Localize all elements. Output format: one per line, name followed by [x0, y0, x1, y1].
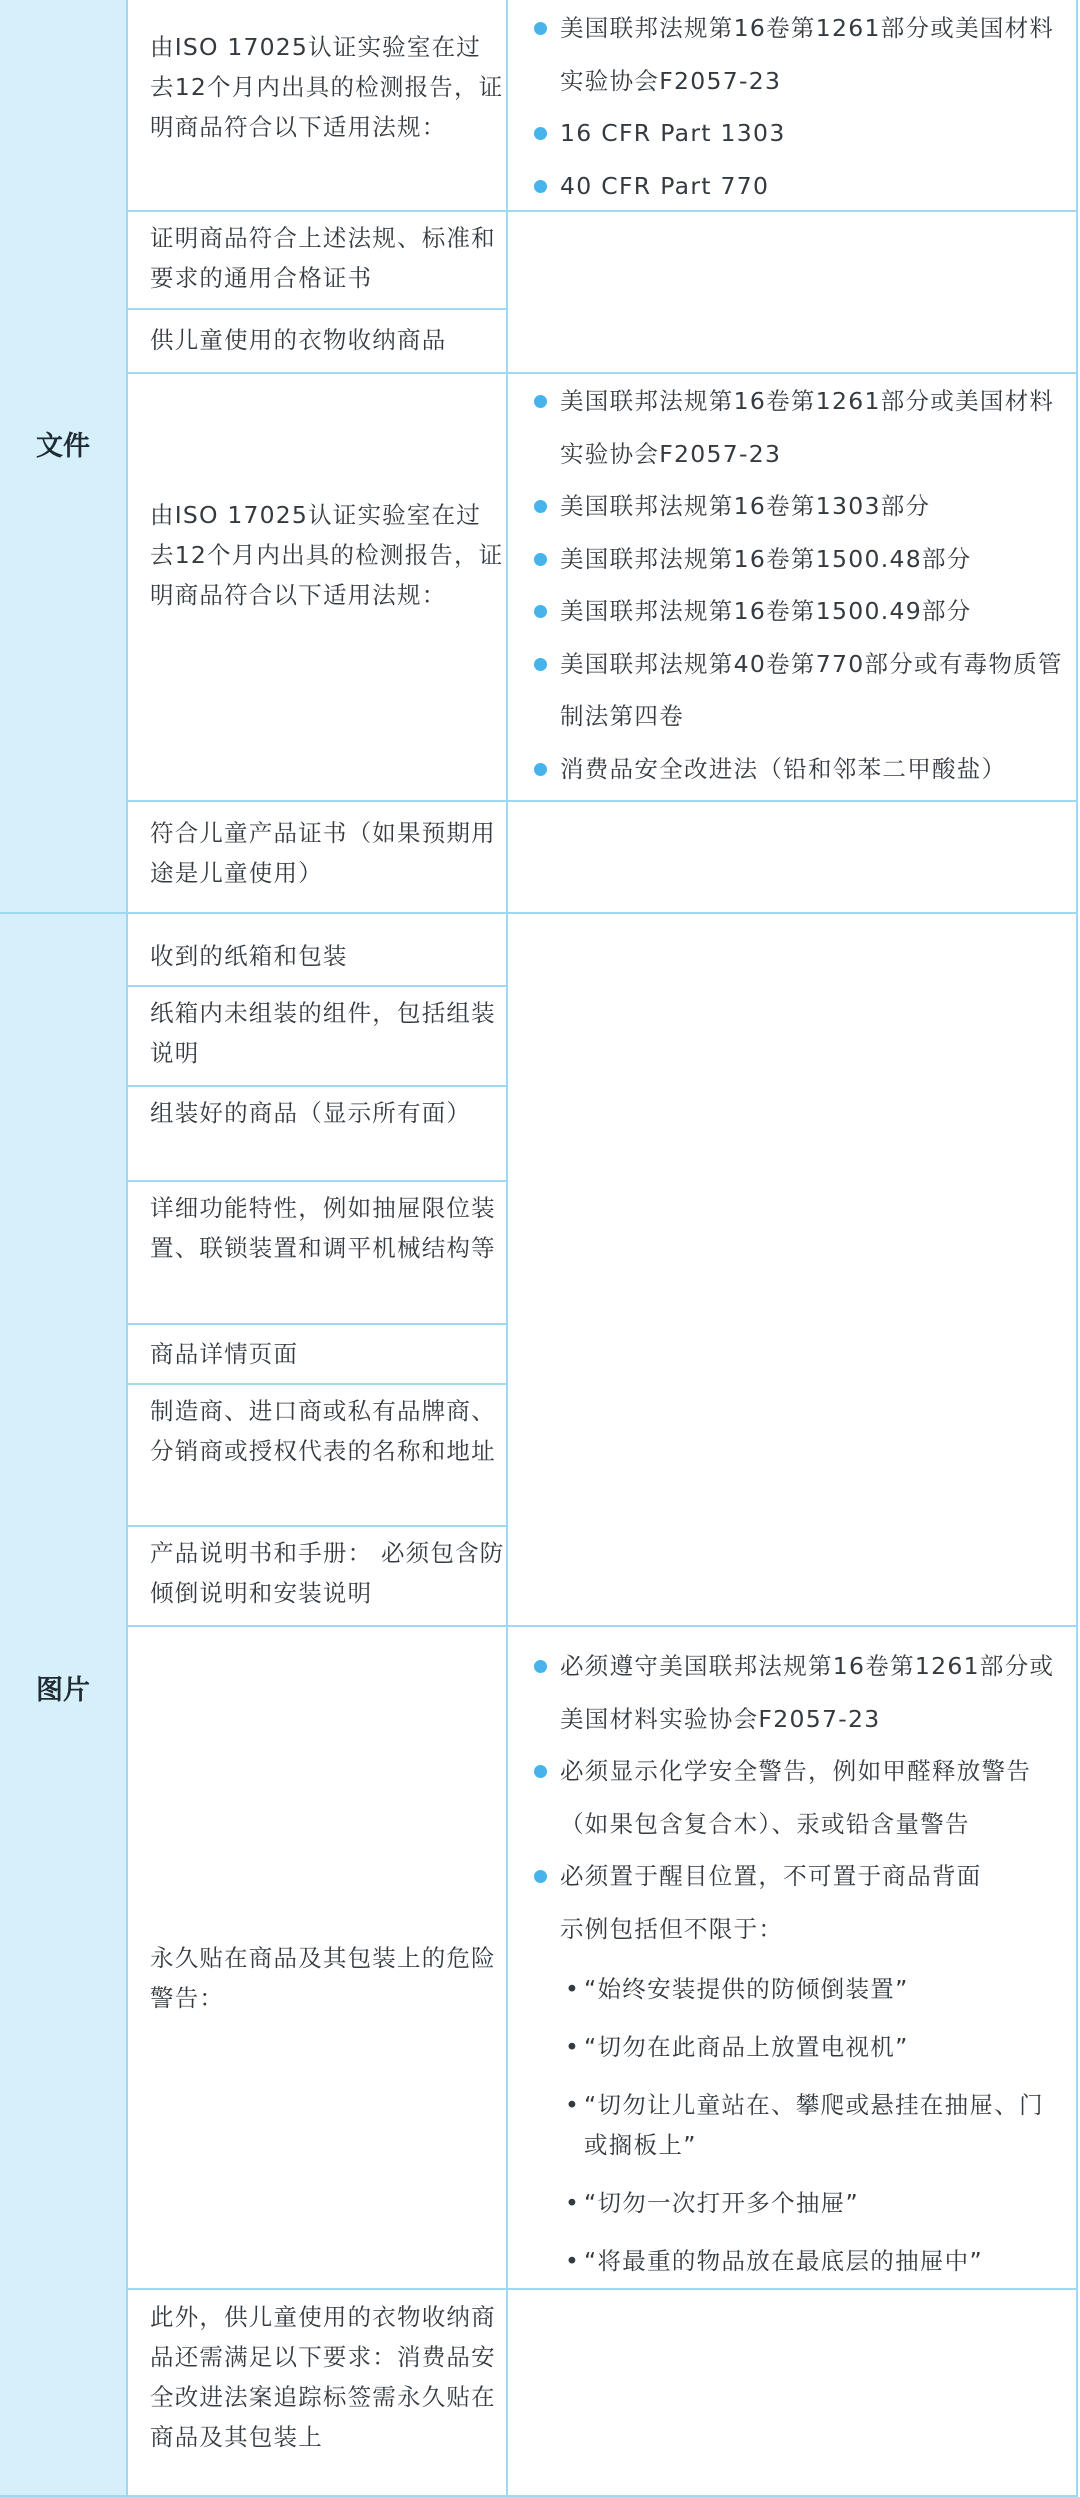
bullet-icon: [534, 500, 547, 513]
examples-intro: 示例包括但不限于：: [560, 1914, 784, 1943]
bullet-icon: [534, 1870, 547, 1883]
example-item: • “切勿一次打开多个抽屉”: [565, 2189, 859, 2217]
example-item: • “切勿在此商品上放置电视机”: [565, 2033, 909, 2061]
row-divider: [126, 308, 507, 310]
image-requirement-detail-page: 商品详情页面: [150, 1340, 299, 1368]
row-divider: [126, 1525, 507, 1527]
hazard-warning-list: [534, 1640, 1064, 1903]
list-item: 必须显示化学安全警告，例如甲醛释放警告（如果包含复合木）、汞或铅含量警告: [534, 1745, 1064, 1850]
image-requirement-features: 详细功能特性，例如抽屉限位装置、联锁装置和调平机械结构等: [150, 1194, 496, 1262]
example-item: • “切勿让儿童站在、攀爬或悬挂在抽屉、门或搁板上”: [565, 2091, 1044, 2159]
list-item: 40 CFR Part 770: [534, 160, 1064, 213]
row-divider: [126, 372, 1078, 374]
row-divider: [126, 1383, 507, 1385]
bullet-icon: [534, 763, 547, 776]
image-requirement-assembled: 组装好的商品（显示所有面）: [150, 1099, 472, 1127]
general-certificate-requirement: 证明商品符合上述法规、标准和要求的通用合格证书: [150, 224, 496, 292]
image-requirement-components: 纸箱内未组装的组件，包括组装说明: [150, 999, 496, 1067]
bullet-icon: [534, 180, 547, 193]
table-right-border: [1076, 0, 1078, 2497]
list-item: 美国联邦法规第16卷第1500.48部分: [534, 533, 1064, 586]
list-item: 必须遵守美国联邦法规第16卷第1261部分或美国材料实验协会F2057-23: [534, 1640, 1064, 1745]
list-item: 必须置于醒目位置，不可置于商品背面: [534, 1850, 1064, 1903]
row-divider: [126, 1085, 507, 1087]
bullet-icon: [534, 395, 547, 408]
list-item: 美国联邦法规第40卷第770部分或有毒物质管制法第四卷: [534, 638, 1064, 743]
children-regulations-list: [534, 375, 1064, 795]
example-item: • “将最重的物品放在最底层的抽屉中”: [565, 2247, 983, 2275]
bullet-icon: [534, 605, 547, 618]
bullet-icon: [534, 553, 547, 566]
hazard-warning-details: [534, 1640, 1064, 2299]
hazard-warning-requirement: 永久贴在商品及其包装上的危险警告：: [150, 1944, 496, 2012]
list-item: 16 CFR Part 1303: [534, 107, 1064, 160]
bullet-icon: [534, 1765, 547, 1778]
examples-list: [534, 1969, 1064, 2281]
children-storage-heading: 供儿童使用的衣物收纳商品: [150, 326, 447, 354]
list-item: 美国联邦法规第16卷第1261部分或美国材料实验协会F2057-23: [534, 375, 1064, 480]
row-divider: [126, 1323, 507, 1325]
section-divider: [0, 912, 1078, 914]
image-requirement-manual: 产品说明书和手册： 必须包含防倾倒说明和安装说明: [150, 1539, 505, 1607]
bullet-icon: [534, 127, 547, 140]
list-item: 美国联邦法规第16卷第1261部分或美国材料实验协会F2057-23: [534, 2, 1064, 107]
bullet-icon: [534, 1660, 547, 1673]
documents-section-label: 文件: [36, 431, 90, 462]
row-divider: [126, 1625, 1078, 1627]
image-requirement-manufacturer: 制造商、进口商或私有品牌商、分销商或授权代表的名称和地址: [150, 1397, 496, 1465]
list-item: 美国联邦法规第16卷第1500.49部分: [534, 585, 1064, 638]
image-requirement-carton: 收到的纸箱和包装: [150, 942, 348, 970]
children-test-report-requirement: 由ISO 17025认证实验室在过去12个月内出具的检测报告，证明商品符合以下适用法规：: [150, 501, 504, 609]
bullet-icon: [534, 22, 547, 35]
example-item: • “始终安装提供的防倾倒装置”: [565, 1975, 909, 2003]
images-section-label: 图片: [36, 1675, 90, 1706]
test-report-regulations-list: [534, 2, 1064, 212]
list-item: 美国联邦法规第16卷第1303部分: [534, 480, 1064, 533]
bullet-icon: [534, 658, 547, 671]
row-divider: [126, 1180, 507, 1182]
tracking-label-requirement: 此外，供儿童使用的衣物收纳商品还需满足以下要求：消费品安全改进法案追踪标签需永久贴在商品及其包装上: [150, 2303, 496, 2451]
row-divider: [126, 800, 1078, 802]
column-divider: [506, 0, 508, 2497]
row-divider: [126, 985, 507, 987]
test-report-requirement: 由ISO 17025认证实验室在过去12个月内出具的检测报告，证明商品符合以下适用法规：: [150, 33, 504, 141]
list-item: 消费品安全改进法（铅和邻苯二甲酸盐）: [534, 743, 1064, 796]
children-product-certificate: 符合儿童产品证书（如果预期用途是儿童使用）: [150, 819, 496, 887]
